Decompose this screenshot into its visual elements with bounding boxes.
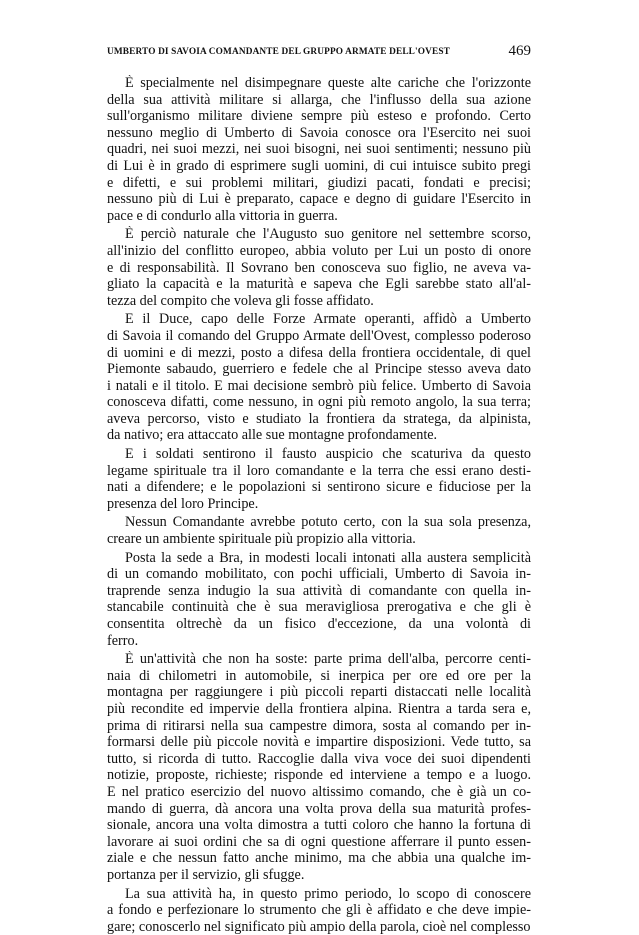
text-line: sull'organismo militare diviene sempre più esteso e profondo. Certo bbox=[107, 108, 531, 125]
paragraph bbox=[107, 651, 531, 883]
paragraph bbox=[107, 446, 531, 512]
text-line: ferro. bbox=[107, 633, 531, 650]
text-line: e difetti, e sui problemi militari, giudizi pacati, fondati e precisi; bbox=[107, 175, 531, 192]
text-line: E il Duce, capo delle Forze Armate operanti, affidò a Umberto bbox=[107, 311, 531, 328]
text-line: creare un ambiente spirituale più propizio alla vittoria. bbox=[107, 531, 531, 548]
text-line: Posta la sede a Bra, in modesti locali intonati alla austera semplicità bbox=[107, 550, 531, 567]
text-line: nessuno più di Lui è preparato, capace e degno di guidare l'Esercito in bbox=[107, 191, 531, 208]
text-line: ziale e che nessun fatto anche minimo, ma che abbia una qualche im- bbox=[107, 850, 531, 867]
text-line: della sua attività militare si allarga, che l'influsso della sua azione bbox=[107, 92, 531, 109]
text-line: mando di guerra, dà ancora una volta prova della sua maturità profes- bbox=[107, 801, 531, 818]
text-line: E nel pratico esercizio del nuovo altissimo comando, che è già un co- bbox=[107, 784, 531, 801]
paragraph bbox=[107, 550, 531, 650]
text-line: e di responsabilità. Il Sovrano ben conosceva suo figlio, ne aveva va- bbox=[107, 260, 531, 277]
text-line: di Savoia il comando del Gruppo Armate dell'Ovest, complesso poderoso bbox=[107, 328, 531, 345]
text-line: nessuno meglio di Umberto di Savoia conosce ora l'Esercito nei suoi bbox=[107, 125, 531, 142]
text-line: naia di chilometri in automobile, si inerpica per ore ed ore per la bbox=[107, 668, 531, 685]
paragraph bbox=[107, 311, 531, 444]
text-line: di un comando mobilitato, con pochi ufficiali, Umberto di Savoia in- bbox=[107, 566, 531, 583]
text-line: pace e di condurlo alla vittoria in guerra. bbox=[107, 208, 531, 225]
text-line: stancabile continuità che è sua meravigliosa prerogativa e che gli è bbox=[107, 599, 531, 616]
text-line: gliato la capacità e la maturità e sapeva che Egli sarebbe stato all'al- bbox=[107, 276, 531, 293]
text-line: tutto, si ricorda di tutto. Raccoglie dalla viva voce dei suoi dipendenti bbox=[107, 751, 531, 768]
text-line: da nativo; era attaccato alle sue montagne profondamente. bbox=[107, 427, 531, 444]
page-number: 469 bbox=[509, 43, 532, 60]
text-line: È specialmente nel disimpegnare queste alte cariche che l'orizzonte bbox=[107, 75, 531, 92]
text-line: lavorare ai suoi ordini che sa di ogni questione afferrare il punto essen- bbox=[107, 834, 531, 851]
text-line: portanza per il servizio, gli sfugge. bbox=[107, 867, 531, 884]
text-line: La sua attività ha, in questo primo periodo, lo scopo di conoscere bbox=[107, 886, 531, 903]
text-line: aveva percorso, visto e studiato la frontiera da stratega, da alpinista, bbox=[107, 411, 531, 428]
text-line: più recondite ed impervie della frontiera alpina. Rientra a tarda sera e, bbox=[107, 701, 531, 718]
text-line: i natali e il titolo. E mai decisione sembrò più felice. Umberto di Savoia bbox=[107, 378, 531, 395]
text-line: montagna per raggiungere i più piccoli reparti distaccati nelle località bbox=[107, 684, 531, 701]
text-line: presenza del loro Principe. bbox=[107, 496, 531, 513]
text-line: prima di ritirarsi nella sua campestre dimora, sosta al comando per in- bbox=[107, 718, 531, 735]
text-line: di uomini e di mezzi, posto a difesa della frontiera occidentale, di quel bbox=[107, 345, 531, 362]
paragraph bbox=[107, 514, 531, 547]
paragraph bbox=[107, 75, 531, 224]
text-line: notizie, proposte, richieste; risponde ed interviene a tempo e a luogo. bbox=[107, 767, 531, 784]
paragraph bbox=[107, 886, 531, 935]
text-line: sionale, ancora una volta dimostra a tutti coloro che hanno la fortuna di bbox=[107, 817, 531, 834]
text-line: tezza del compito che voleva gli fosse affidato. bbox=[107, 293, 531, 310]
text-line: È perciò naturale che l'Augusto suo genitore nel settembre scorso, bbox=[107, 226, 531, 243]
page-header bbox=[107, 43, 531, 63]
text-line: È un'attività che non ha soste: parte prima dell'alba, percorre centi- bbox=[107, 651, 531, 668]
text-line: nati a difendere; e le popolazioni si sentirono sicure e fiduciose per la bbox=[107, 479, 531, 496]
text-line: all'inizio del conflitto europeo, abbia voluto per Lui un posto di onore bbox=[107, 243, 531, 260]
text-line: legame spirituale tra il loro comandante e la terra che essi erano desti- bbox=[107, 463, 531, 480]
text-line: gare; conoscerlo nel significato più ampio della parola, cioè nel complesso bbox=[107, 919, 531, 935]
body-text bbox=[107, 75, 531, 935]
text-line: conosceva difatti, come nessuno, in ogni più remoto angolo, la sua terra; bbox=[107, 394, 531, 411]
text-line: Piemonte sabaudo, guerriero e fedele che al Principe stesso aveva dato bbox=[107, 361, 531, 378]
text-line: formarsi delle più piccole novità e impartire disposizioni. Vede tutto, sa bbox=[107, 734, 531, 751]
text-line: a fondo e perfezionare lo strumento che gli è affidato e che deve impie- bbox=[107, 902, 531, 919]
text-line: di Lui è in grado di esprimere sugli uomini, di cui intuisce subito pregi bbox=[107, 158, 531, 175]
text-line: quadri, nei suoi mezzi, nei suoi bisogni, nei suoi sentimenti; nessuno più bbox=[107, 141, 531, 158]
text-line: consentita oltrechè da un fisico d'eccezione, da una volontà di bbox=[107, 616, 531, 633]
text-line: traprende senza indugio la sua attività di comandante con quella in- bbox=[107, 583, 531, 600]
text-line: E i soldati sentirono il fausto auspicio che scaturiva da questo bbox=[107, 446, 531, 463]
running-head: UMBERTO DI SAVOIA COMANDANTE DEL GRUPPO ARMATE DELL'OVEST bbox=[107, 47, 450, 57]
text-line: Nessun Comandante avrebbe potuto certo, con la sua sola presenza, bbox=[107, 514, 531, 531]
paragraph bbox=[107, 226, 531, 309]
